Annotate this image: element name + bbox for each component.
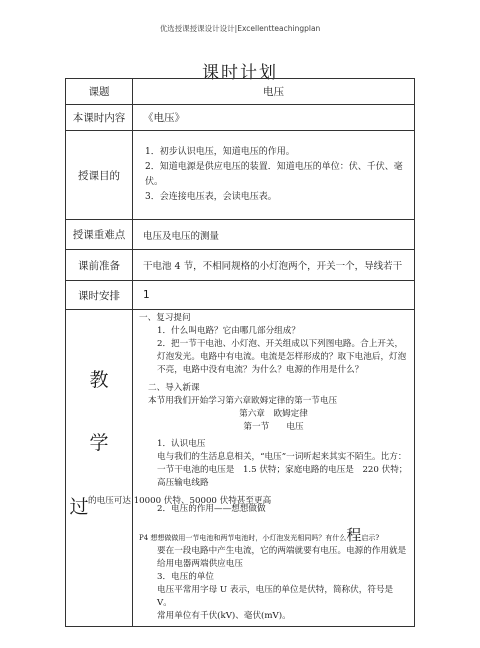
- process-char: 过: [69, 496, 89, 518]
- row-schedule: [66, 281, 415, 310]
- goal-item: 1．初步认识电压，知道电压的作用。: [145, 146, 295, 157]
- process-line: 电压平常用字母 U 表示，电压的单位是伏特，简称伏，符号是 V。: [157, 585, 394, 608]
- process-line-overflow: 的电压可达 10000 伏特、50000 伏特甚至更高: [88, 496, 272, 506]
- key-label: 授课重难点: [66, 220, 133, 250]
- topic-value: 电压: [133, 79, 415, 105]
- row-topic: [66, 79, 415, 105]
- process-char: 教: [89, 369, 109, 391]
- process-line: 1．认识电压: [157, 439, 206, 449]
- process-line: 电与我们的生活息息相关，“电压”一词听起来其实不陌生。比方：一节干电池的电压是 1.5 伏特；家庭电路的电压是 220 伏特；高压输电线路: [157, 452, 408, 488]
- process-line: [139, 526, 408, 545]
- process-note: P4 想想做做用一节电池和两节电池时，小灯泡发光相同吗？有什么: [139, 534, 347, 542]
- process-char: 学: [89, 432, 109, 454]
- goals-label: 授课目的: [66, 131, 133, 220]
- row-content: [66, 105, 415, 131]
- process-line: 第六章 欧姆定律: [239, 409, 308, 419]
- process-line: 3．电压的单位: [157, 572, 215, 582]
- process-line: 2．电压的作用——想想做做: [157, 504, 266, 514]
- process-label: [66, 310, 133, 627]
- prep-value: 干电池 4 节，不相同规格的小灯泡两个，开关一个，导线若干: [133, 250, 415, 281]
- prep-label: 课前准备: [66, 250, 133, 281]
- process-line: 一、复习提问: [139, 313, 191, 323]
- process-line: 要在一段电路中产生电流，它的两端就要有电压。电源的作用就是给用电器两端供应电压: [157, 546, 407, 569]
- row-process: [66, 310, 415, 627]
- page-title: 课时计划: [202, 63, 278, 83]
- goal-item: 3．会连接电压表，会读电压表。: [145, 192, 277, 202]
- schedule-label: 课时安排: [66, 281, 133, 310]
- key-value: 电压及电压的测量: [133, 220, 415, 250]
- process-line: 常用单位有千伏(kV)、毫伏(mV)。: [157, 611, 291, 621]
- process-line: 本节用我们开始学习第六章欧姆定律的第一节电压: [148, 396, 338, 406]
- row-prep: [66, 250, 415, 281]
- process-content: [133, 310, 415, 627]
- row-goals: [66, 131, 415, 220]
- process-line: 第一节 电压: [243, 422, 304, 432]
- lesson-plan-table: [65, 78, 415, 627]
- process-line: 二、导入新课: [148, 383, 200, 393]
- process-line: 2．把一节干电池、小灯泡、开关组成以下列图电路。合上开关，灯泡发光。电路中有电流。电流是怎样形成的？取下电池后，灯泡不亮，电路中没有电流？为什么？电源的作用是什么？: [157, 339, 407, 375]
- content-label: 本课时内容: [66, 105, 133, 131]
- page-header: 优选授课授课设计设计|Excellentteachingplan: [159, 24, 321, 33]
- goals-list: [133, 131, 415, 220]
- row-key: [66, 220, 415, 250]
- schedule-value: 1: [133, 281, 415, 310]
- process-line: 1．什么叫电路？它由哪几部分组成？: [157, 326, 300, 336]
- topic-label: 课题: [66, 79, 133, 105]
- content-value: 《电压》: [133, 105, 415, 131]
- process-note: 启示?: [361, 534, 380, 542]
- process-char: 程: [346, 526, 362, 544]
- goal-item: 2．知道电源是供应电压的装置．知道电压的单位：伏、千伏、毫伏。: [145, 162, 403, 187]
